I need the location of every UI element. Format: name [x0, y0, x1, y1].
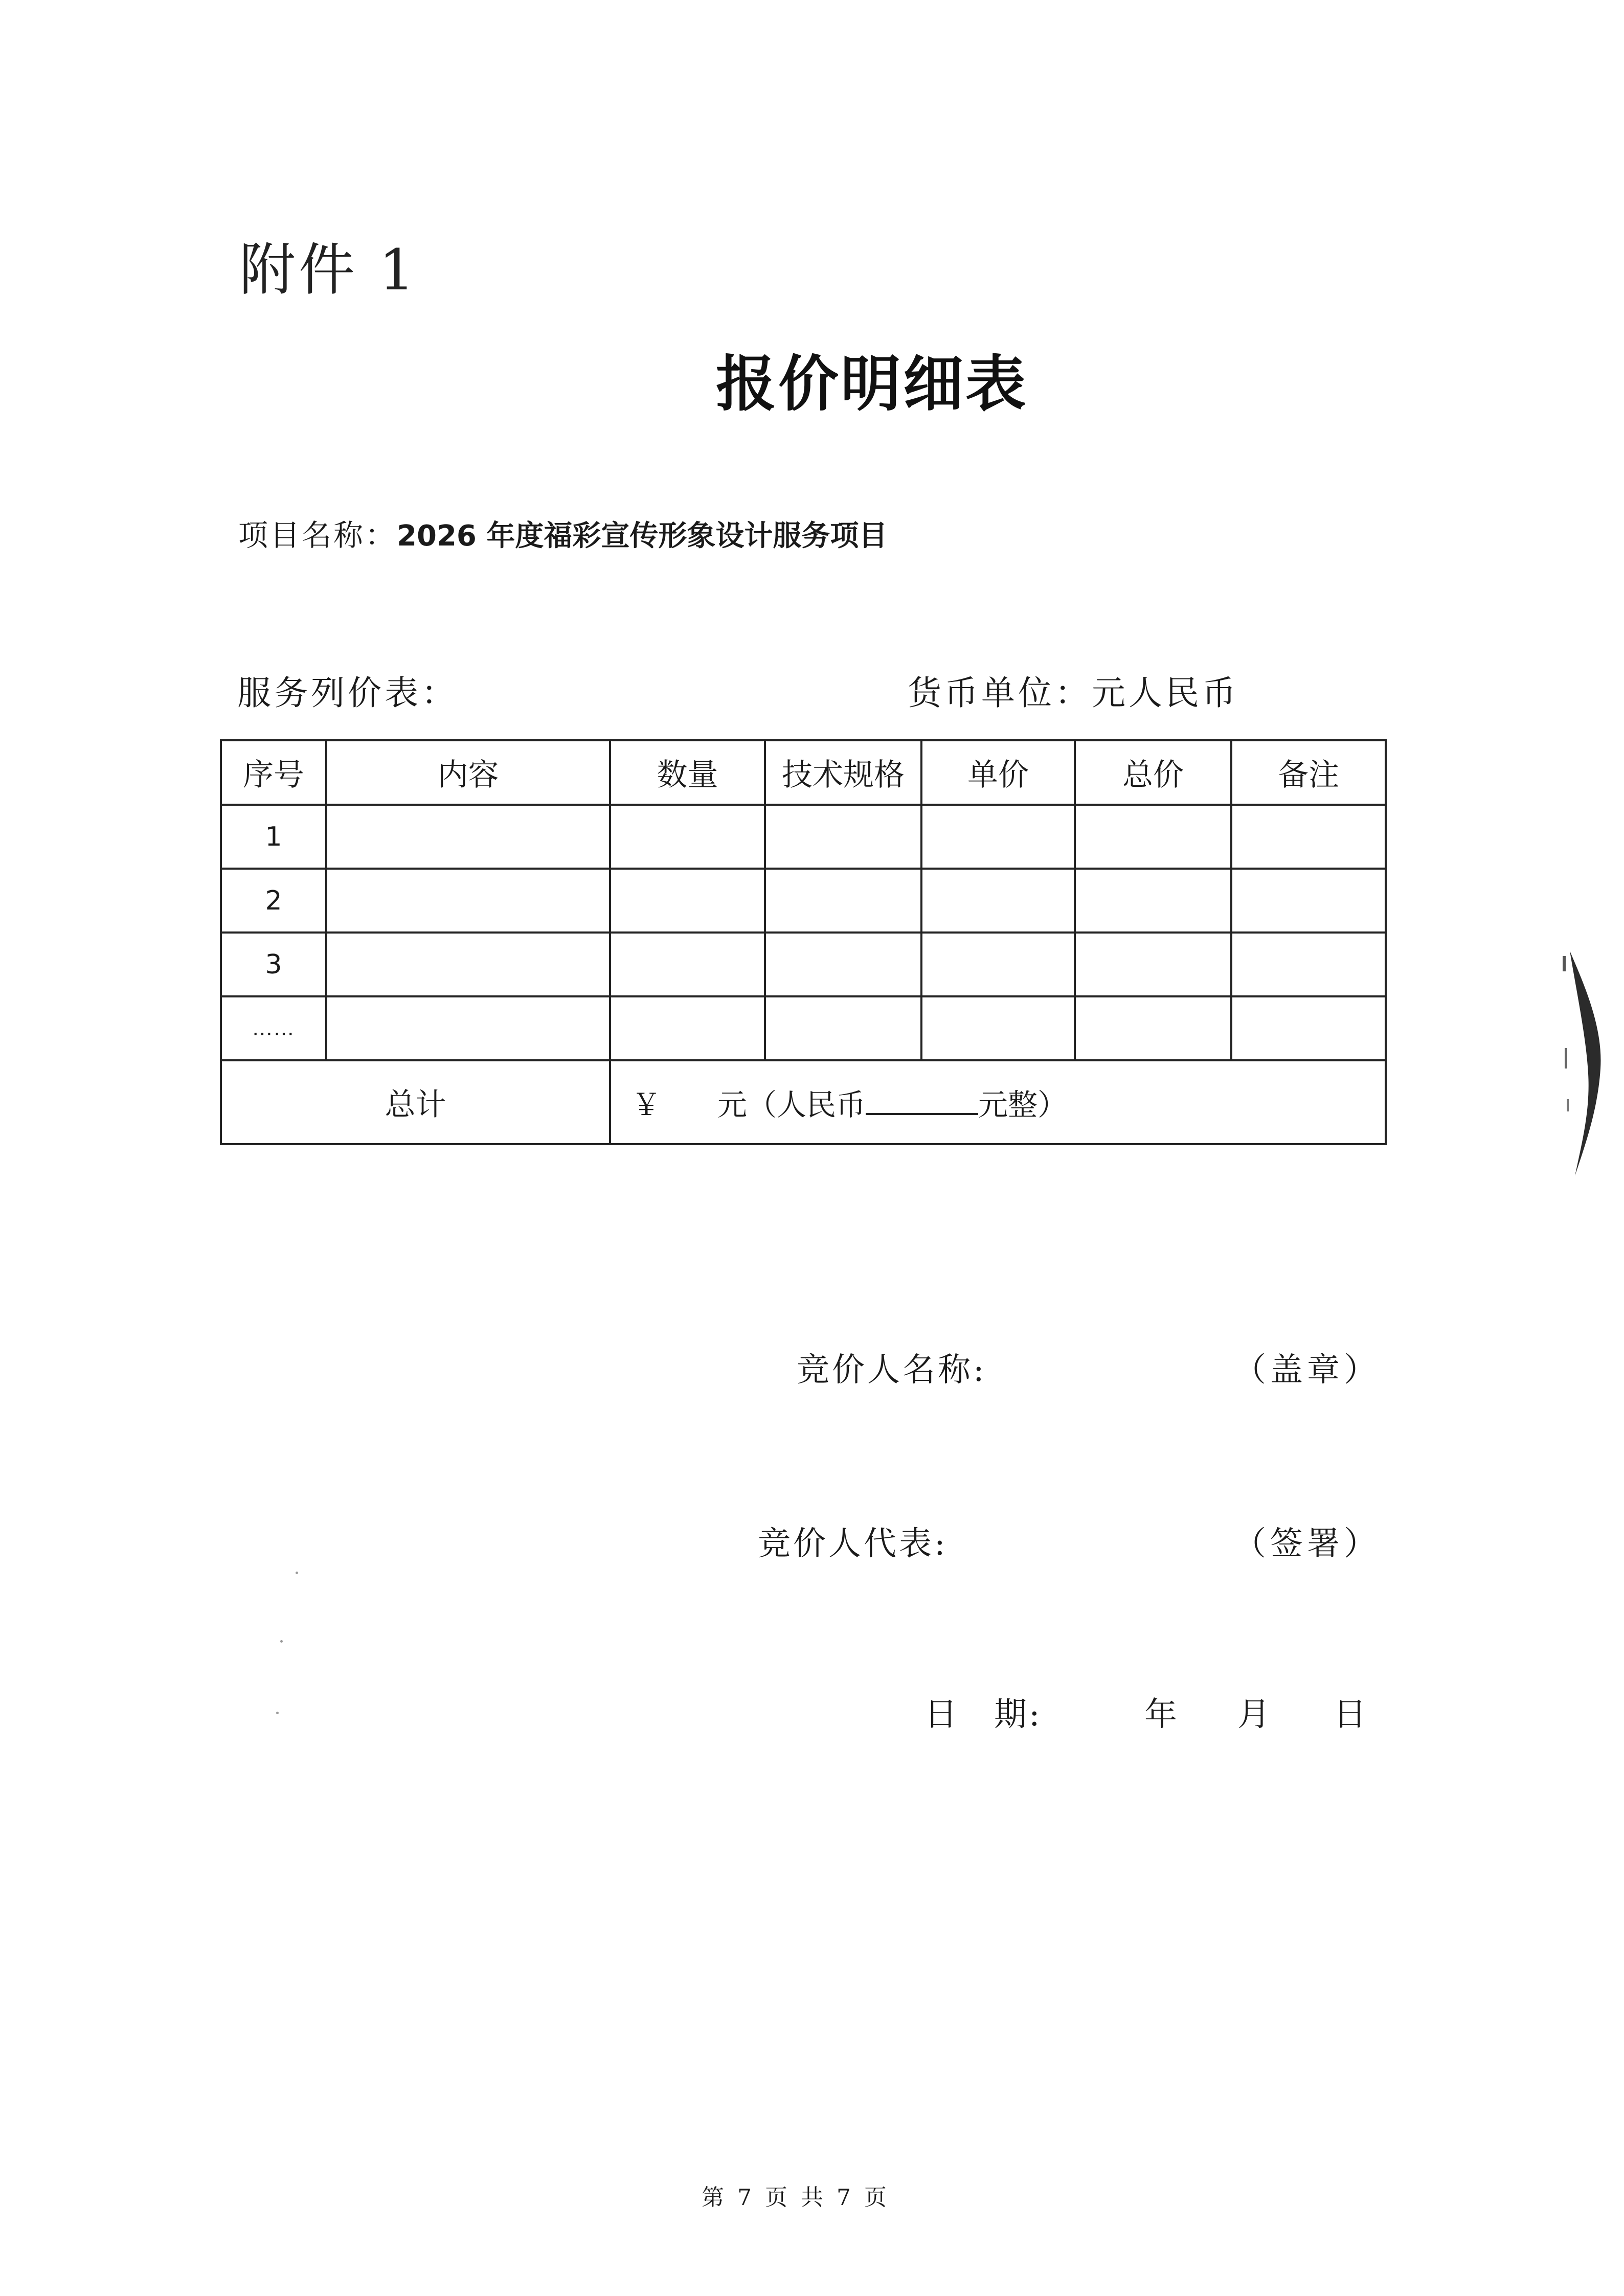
sign-note: （签署） [1233, 1525, 1381, 1563]
spec-cell [765, 869, 921, 933]
project-label: 项目名称： [238, 518, 397, 553]
bidder-name-label: 竞价人名称: [797, 1351, 987, 1389]
table-row [221, 933, 1386, 996]
remarks-cell [1231, 805, 1386, 869]
date-day-label: 日 [1334, 1696, 1366, 1734]
bidder-representative-label: 竞价人代表: [758, 1525, 948, 1563]
header-remarks: 备注 [1231, 740, 1386, 805]
total-yuan-text: 元（人民币 [717, 1087, 866, 1122]
date-label: 日 期: [924, 1696, 1042, 1734]
date-year-label: 年 [1144, 1696, 1177, 1734]
project-line [238, 511, 887, 554]
scan-speck [280, 1640, 283, 1643]
date-month-label: 月 [1237, 1696, 1270, 1734]
row-index: 3 [221, 933, 326, 996]
unit-price-cell [921, 996, 1075, 1060]
row-index: 2 [221, 869, 326, 933]
total-price-cell [1075, 996, 1231, 1060]
project-name: 2026 年度福彩宣传形象设计服务项目 [397, 519, 888, 553]
row-index: …… [221, 996, 326, 1060]
remarks-cell [1231, 869, 1386, 933]
table-row [221, 805, 1386, 869]
total-amount-cell [610, 1060, 1386, 1144]
scan-speck [276, 1712, 279, 1714]
total-row [221, 1060, 1386, 1144]
row-index: 1 [221, 805, 326, 869]
spec-cell [765, 996, 921, 1060]
total-price-cell [1075, 933, 1231, 996]
unit-price-cell [921, 933, 1075, 996]
table-row [221, 996, 1386, 1060]
header-unit-price: 单价 [921, 740, 1075, 805]
scan-artifact-mark [1554, 946, 1611, 1181]
content-cell [326, 869, 610, 933]
total-label: 总计 [221, 1060, 610, 1144]
header-spec: 技术规格 [765, 740, 921, 805]
header-content: 内容 [326, 740, 610, 805]
currency-label: 货币单位：元人民币 [908, 673, 1239, 713]
header-total-price: 总价 [1075, 740, 1231, 805]
currency-symbol: ￥ [631, 1087, 662, 1122]
content-cell [326, 996, 610, 1060]
quantity-cell [610, 933, 765, 996]
content-cell [326, 933, 610, 996]
total-suffix-text: 元整） [978, 1087, 1068, 1122]
table-header-row [221, 740, 1386, 805]
quantity-cell [610, 869, 765, 933]
price-table [220, 739, 1387, 1145]
seal-note: （盖章） [1233, 1351, 1381, 1389]
amount-blank-line [866, 1093, 978, 1115]
unit-price-cell [921, 869, 1075, 933]
remarks-cell [1231, 996, 1386, 1060]
remarks-cell [1231, 933, 1386, 996]
content-cell [326, 805, 610, 869]
header-index: 序号 [221, 740, 326, 805]
scan-speck [296, 1572, 298, 1574]
header-quantity: 数量 [610, 740, 765, 805]
page-footer: 第 7 页 共 7 页 [702, 2185, 890, 2211]
total-price-cell [1075, 805, 1231, 869]
unit-price-cell [921, 805, 1075, 869]
spec-cell [765, 933, 921, 996]
quantity-cell [610, 996, 765, 1060]
quantity-cell [610, 805, 765, 869]
attachment-label: 附件 1 [239, 237, 418, 303]
spec-cell [765, 805, 921, 869]
service-list-label: 服务列价表： [237, 673, 458, 713]
document-title: 报价明细表 [716, 348, 1028, 419]
total-price-cell [1075, 869, 1231, 933]
table-row [221, 869, 1386, 933]
